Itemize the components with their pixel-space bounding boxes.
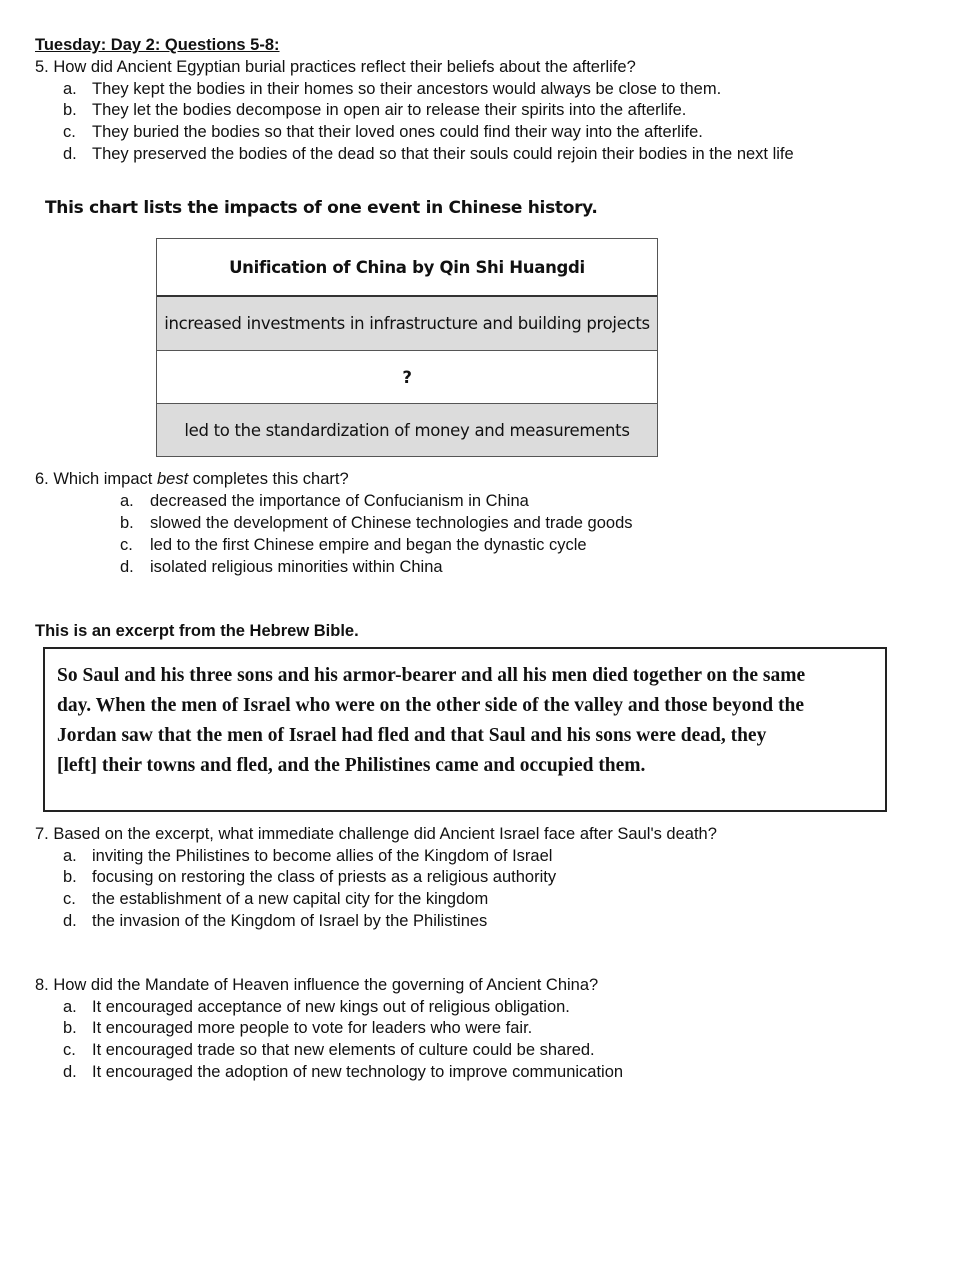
question-6-text — [35, 468, 349, 490]
option-letter: d. — [63, 912, 77, 930]
option-text: focusing on restoring the class of priests as a religious authority — [92, 868, 557, 886]
excerpt-box — [43, 647, 887, 812]
chart-caption: This chart lists the impacts of one event in Chinese history. — [45, 198, 598, 218]
option-letter: d. — [63, 145, 77, 163]
option-letter: c. — [63, 890, 76, 908]
option-letter: a. — [63, 998, 77, 1016]
chart-row: increased investments in infrastructure and building projects — [157, 297, 657, 350]
option-text: slowed the development of Chinese technologies and trade goods — [150, 514, 633, 532]
option-letter: c. — [120, 536, 133, 554]
option-letter: b. — [63, 1019, 77, 1037]
option-letter: b. — [120, 514, 134, 532]
option-letter: d. — [63, 1063, 77, 1081]
option-text: the invasion of the Kingdom of Israel by the Philistines — [92, 912, 488, 930]
impact-chart — [156, 238, 658, 457]
question-5-text: 5. How did Ancient Egyptian burial practices reflect their beliefs about the afterlife? — [35, 58, 636, 76]
question-8-text: 8. How did the Mandate of Heaven influence the governing of Ancient China? — [35, 976, 599, 994]
option-letter: c. — [63, 1041, 76, 1059]
option-text: It encouraged more people to vote for leaders who were fair. — [92, 1019, 533, 1037]
page-heading: Tuesday: Day 2: Questions 5-8: — [35, 36, 280, 54]
option-letter: d. — [120, 558, 134, 576]
option-text: decreased the importance of Confucianism in China — [150, 492, 529, 510]
option-letter: c. — [63, 123, 76, 141]
option-text: They kept the bodies in their homes so their ancestors would always be close to them. — [92, 80, 722, 98]
option-text: led to the first Chinese empire and began the dynastic cycle — [150, 536, 587, 554]
question-6-suffix: completes this chart? — [188, 470, 349, 488]
option-text: isolated religious minorities within China — [150, 558, 443, 576]
excerpt-line: [left] their towns and fled, and the Philistines came and occupied them. — [57, 755, 646, 776]
option-letter: b. — [63, 868, 77, 886]
option-text: It encouraged the adoption of new technology to improve communication — [92, 1063, 624, 1081]
option-text: They preserved the bodies of the dead so that their souls could rejoin their bodies in the next life — [92, 145, 794, 163]
option-letter: b. — [63, 101, 77, 119]
question-6-prefix: 6. Which impact — [35, 470, 157, 488]
excerpt-line: So Saul and his three sons and his armor-bearer and all his men died together on the same — [57, 665, 806, 686]
option-letter: a. — [63, 847, 77, 865]
option-text: It encouraged acceptance of new kings out of religious obligation. — [92, 998, 570, 1016]
chart-row: led to the standardization of money and measurements — [157, 403, 657, 456]
option-text: They let the bodies decompose in open air to release their spirits into the afterlife. — [92, 101, 687, 119]
chart-row-missing: ? — [157, 350, 657, 403]
chart-title: Unification of China by Qin Shi Huangdi — [157, 239, 657, 297]
option-text: It encouraged trade so that new elements of culture could be shared. — [92, 1041, 595, 1059]
question-6-emphasis: best — [156, 470, 189, 488]
option-letter: a. — [63, 80, 77, 98]
excerpt-label: This is an excerpt from the Hebrew Bible. — [35, 622, 359, 640]
option-text: the establishment of a new capital city for the kingdom — [92, 890, 489, 908]
excerpt-line: Jordan saw that the men of Israel had fled and that Saul and his sons were dead, they — [57, 725, 767, 746]
option-text: They buried the bodies so that their loved ones could find their way into the afterlife. — [92, 123, 703, 141]
option-letter: a. — [120, 492, 134, 510]
excerpt-line: day. When the men of Israel who were on the other side of the valley and those beyond the — [57, 695, 804, 716]
option-text: inviting the Philistines to become allies of the Kingdom of Israel — [92, 847, 553, 865]
question-7-text: 7. Based on the excerpt, what immediate challenge did Ancient Israel face after Saul's death? — [35, 825, 717, 843]
